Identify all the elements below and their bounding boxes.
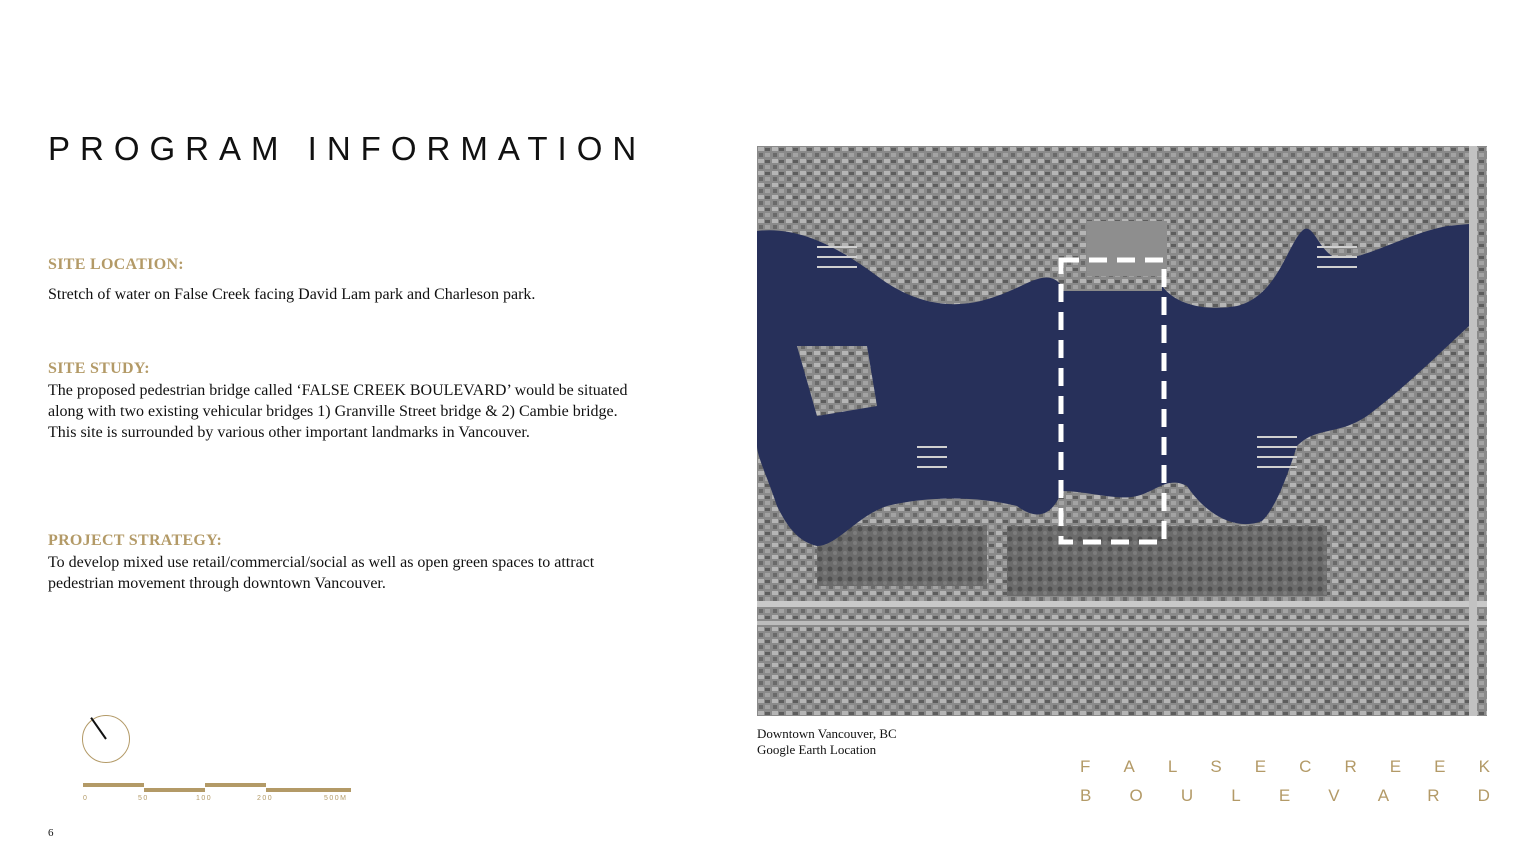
site-location-heading: SITE LOCATION:	[48, 256, 184, 273]
scale-label: 100	[196, 795, 213, 802]
site-study-section	[48, 360, 638, 443]
page-title: PROGRAM INFORMATION	[48, 130, 647, 167]
scale-bar	[83, 783, 353, 793]
brand-letter: E	[1434, 757, 1446, 776]
brand-letter: S	[1210, 757, 1222, 776]
scale-segment	[266, 788, 351, 792]
project-strategy-section	[48, 532, 638, 594]
brand-letter: B	[1080, 786, 1092, 805]
site-location-section	[48, 256, 638, 305]
north-arrow-icon	[82, 715, 130, 763]
brand-wordmark-line2	[1080, 786, 1490, 810]
brand-letter: D	[1477, 786, 1490, 805]
brand-letter: K	[1478, 757, 1490, 776]
scale-label: 500M	[324, 795, 348, 802]
scale-segment	[83, 783, 144, 787]
brand-letter: V	[1328, 786, 1340, 805]
brand-wordmark-line1	[1080, 757, 1490, 781]
scale-segment	[205, 783, 266, 787]
brand-letter: L	[1167, 757, 1178, 776]
north-arrow-needle	[90, 717, 107, 739]
project-strategy-text: To develop mixed use retail/commercial/social as well as open green spaces to attract pedestrian movement through downtown Vancouver.	[48, 554, 595, 592]
project-strategy-heading: PROJECT STRATEGY:	[48, 532, 223, 549]
brand-letter: E	[1254, 757, 1267, 776]
brand-letter: U	[1180, 786, 1194, 805]
scale-labels	[83, 795, 358, 805]
scale-label: 0	[83, 795, 89, 802]
brand-letter: R	[1344, 757, 1357, 776]
brand-letter: R	[1427, 786, 1440, 805]
site-study-text: The proposed pedestrian bridge called ‘FALSE CREEK BOULEVARD’ would be situated along with two existing vehicular bridges 1) Granville Street bridge & 2) Cambie bridge. This site is surrounded by various other important landmarks in Vancouver.	[48, 382, 628, 441]
scale-label: 50	[138, 795, 149, 802]
brand-letter: C	[1299, 757, 1312, 776]
map-caption	[757, 726, 897, 758]
site-aerial-map	[757, 146, 1487, 716]
brand-letter: F	[1080, 757, 1091, 776]
map-caption-line1: Downtown Vancouver, BC	[757, 726, 897, 741]
brand-letter: L	[1231, 786, 1241, 805]
page-number: 6	[48, 827, 54, 839]
scale-segment	[144, 788, 205, 792]
aerial-image	[757, 146, 1487, 716]
map-caption-line2: Google Earth Location	[757, 742, 877, 757]
brand-letter: A	[1377, 786, 1390, 805]
brand-letter: A	[1123, 757, 1135, 776]
site-study-heading: SITE STUDY:	[48, 360, 150, 377]
brand-letter: O	[1129, 786, 1143, 805]
scale-label: 200	[257, 795, 274, 802]
brand-letter: E	[1278, 786, 1291, 805]
site-location-text: Stretch of water on False Creek facing David Lam park and Charleson park.	[48, 286, 536, 303]
brand-letter: E	[1389, 757, 1402, 776]
